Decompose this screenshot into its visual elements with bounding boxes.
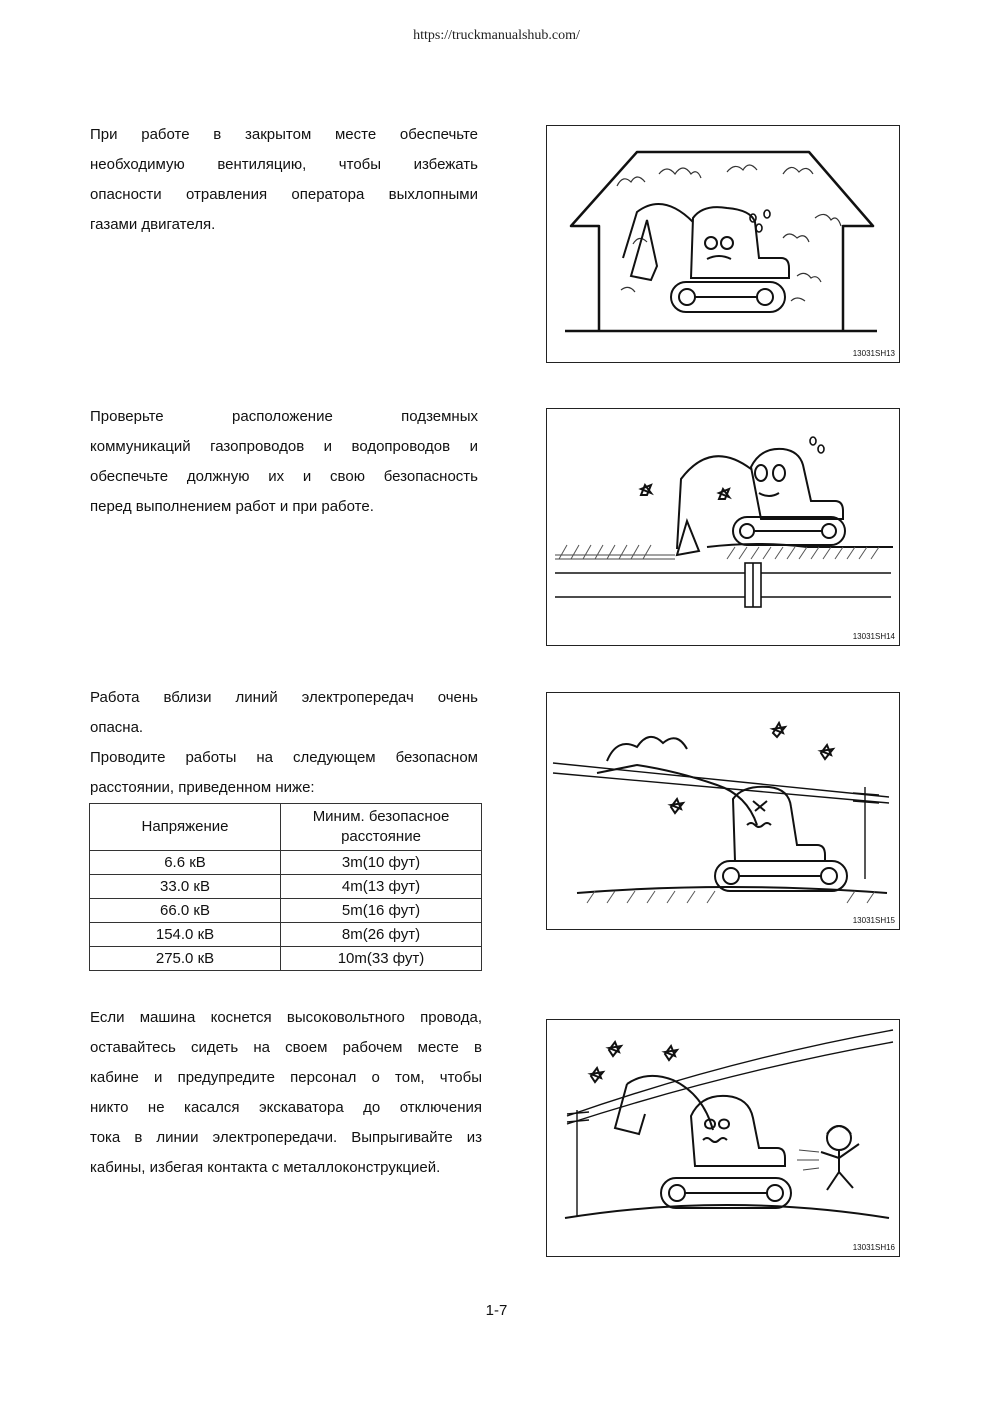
voltage-cell: 275.0 кВ <box>90 947 281 971</box>
voltage-cell: 6.6 кВ <box>90 851 281 875</box>
underground-utilities-paragraph <box>90 402 478 522</box>
figure-code: 13031SH15 <box>852 916 895 925</box>
text-line: Проверьте расположение подземных <box>90 408 478 425</box>
distance-cell: 10m(33 фут) <box>281 947 482 971</box>
safe-distance-table <box>89 803 482 971</box>
figure-power-line <box>546 692 900 930</box>
table-row <box>90 851 482 875</box>
text-line: При работе в закрытом месте обеспечьте <box>90 126 478 143</box>
text-line: обеспечьте должную их и свою безопасность <box>90 468 478 485</box>
text-line: Работа вблизи линий электропередач очень <box>90 689 478 706</box>
figure-ventilation <box>546 125 900 363</box>
text-line: опасна. <box>90 719 144 736</box>
figure-code: 13031SH13 <box>852 349 895 358</box>
excavator-pipe-illustration <box>547 409 899 645</box>
table-row <box>90 875 482 899</box>
distance-cell: 3m(10 фут) <box>281 851 482 875</box>
excavator-power-line-illustration <box>547 693 899 929</box>
text-line: Проводите работы на следующем безопасном <box>90 749 478 766</box>
text-line: тока в линии электропередачи. Выпрыгивайте из <box>90 1129 482 1146</box>
excavator-garage-illustration <box>547 126 899 362</box>
table-header-row <box>90 804 482 851</box>
power-lines-paragraph <box>90 683 478 803</box>
page-number: 1-7 <box>485 1302 508 1319</box>
text-line: газами двигателя. <box>90 216 216 233</box>
distance-cell: 8m(26 фут) <box>281 923 482 947</box>
distance-cell: 4m(13 фут) <box>281 875 482 899</box>
voltage-cell: 154.0 кВ <box>90 923 281 947</box>
text-line: коммуникаций газопроводов и водопроводов и <box>90 438 478 455</box>
column-header-distance: Миним. безопасное расстояние <box>281 804 482 851</box>
wire-contact-paragraph <box>90 1003 482 1183</box>
voltage-cell: 33.0 кВ <box>90 875 281 899</box>
distance-cell: 5m(16 фут) <box>281 899 482 923</box>
text-line: необходимую вентиляцию, чтобы избежать <box>90 156 478 173</box>
text-line: расстоянии, приведенном ниже: <box>90 779 315 796</box>
figure-wire-contact <box>546 1019 900 1257</box>
text-line: Если машина коснется высоковольтного провода, <box>90 1009 482 1026</box>
text-line: оставайтесь сидеть на своем рабочем месте в <box>90 1039 482 1056</box>
table-row <box>90 899 482 923</box>
figure-underground <box>546 408 900 646</box>
excavator-electrified-illustration <box>547 1020 899 1256</box>
voltage-cell: 66.0 кВ <box>90 899 281 923</box>
text-line: кабине и предупредите персонал о том, чтобы <box>90 1069 482 1086</box>
table-row <box>90 947 482 971</box>
ventilation-paragraph <box>90 120 478 240</box>
source-url: https://truckmanualshub.com/ <box>413 28 580 43</box>
figure-code: 13031SH16 <box>852 1243 895 1252</box>
column-header-voltage: Напряжение <box>90 804 281 851</box>
text-line: никто не касался экскаватора до отключения <box>90 1099 482 1116</box>
figure-code: 13031SH14 <box>852 632 895 641</box>
table-row <box>90 923 482 947</box>
text-line: опасности отравления оператора выхлопными <box>90 186 478 203</box>
text-line: кабины, избегая контакта с металлоконструкцией. <box>90 1159 441 1176</box>
text-line: перед выполнением работ и при работе. <box>90 498 374 515</box>
